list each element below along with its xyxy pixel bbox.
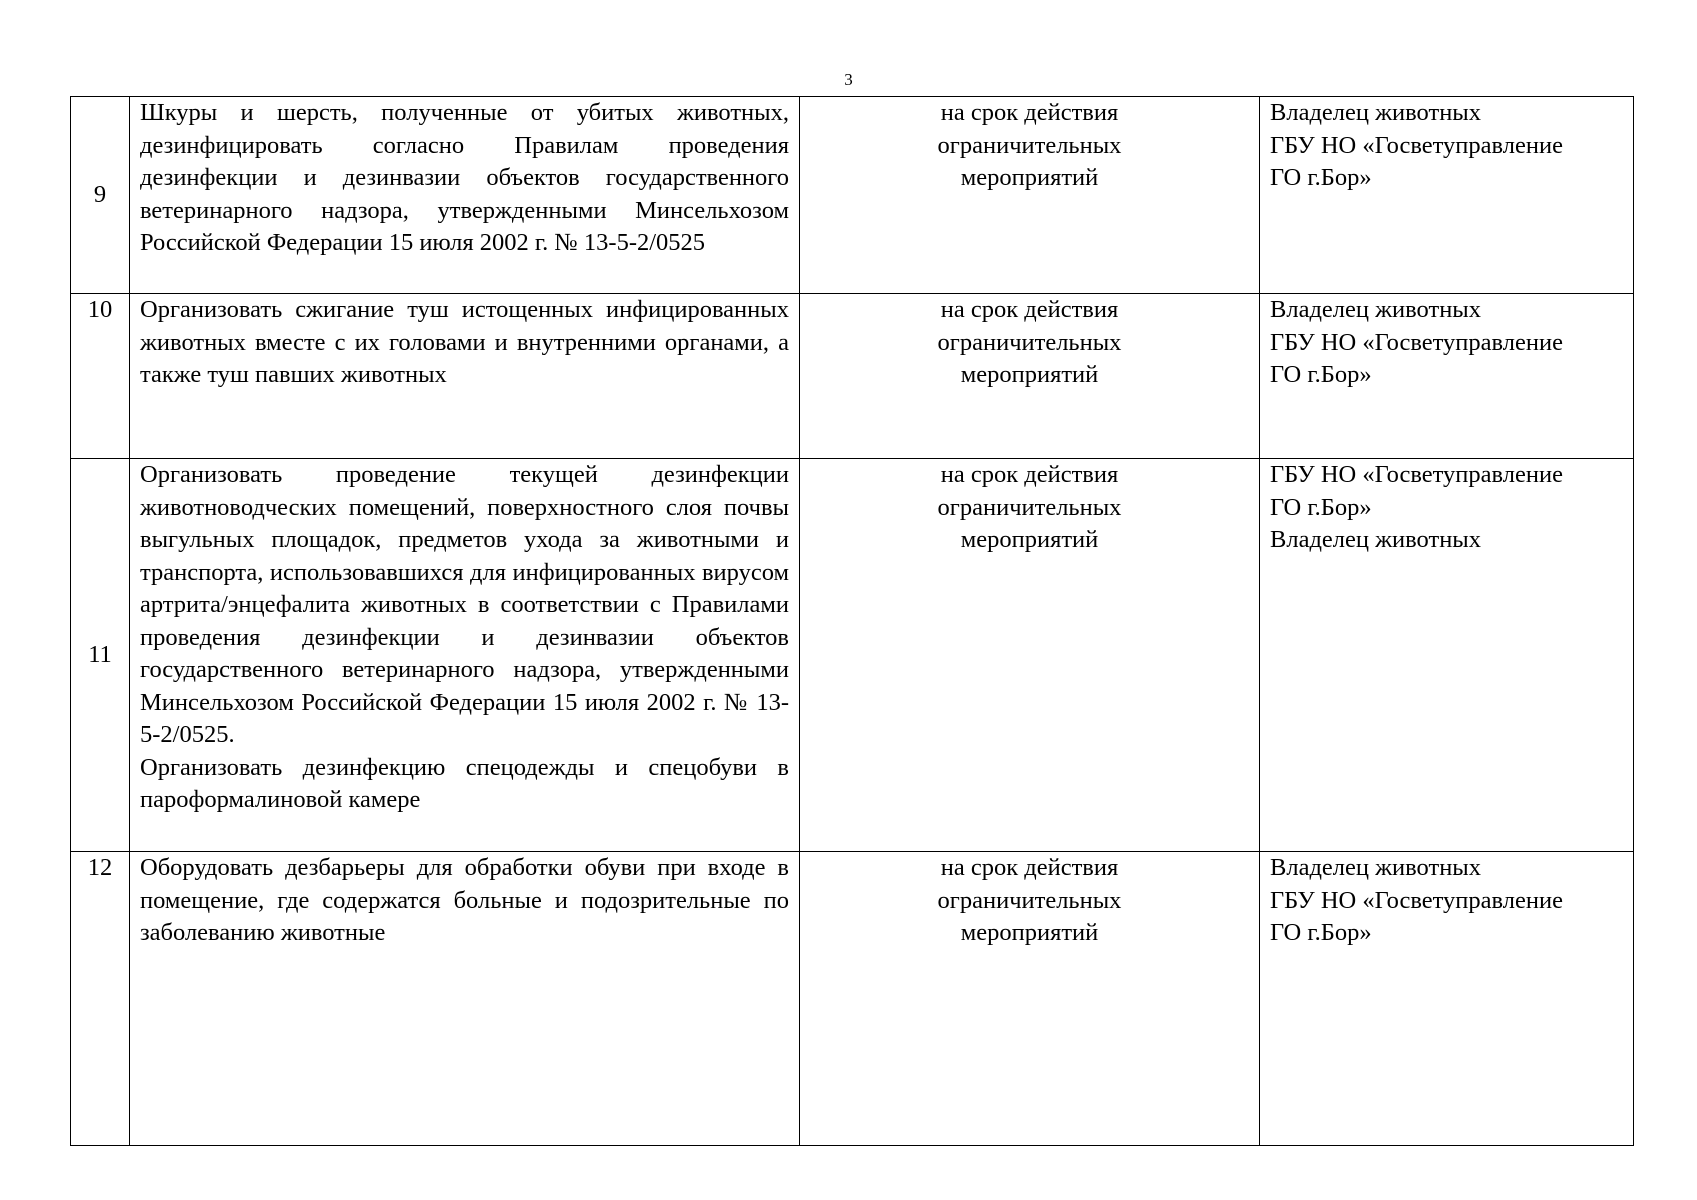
responsible-line: ГО г.Бор» (1270, 361, 1372, 388)
action-cell (130, 459, 800, 852)
term-line: ограничительных (937, 131, 1122, 159)
responsible-line: ГО г.Бор» (1270, 493, 1372, 521)
action-cell (130, 852, 800, 1146)
action-cell (130, 294, 800, 459)
term-line: ограничительных (937, 493, 1122, 521)
term-line: мероприятий (960, 919, 1099, 946)
responsible-cell (1260, 459, 1634, 852)
row-number: 11 (71, 459, 130, 852)
responsible-line: ГБУ НО «Госветуправление (1270, 131, 1563, 159)
responsible-line: Владелец животных (1270, 99, 1482, 126)
action-cell (130, 97, 800, 294)
term-cell (800, 97, 1260, 294)
table-row-9 (71, 97, 1634, 294)
responsible-line: Владелец животных (1270, 296, 1482, 323)
term-line: ограничительных (937, 328, 1122, 356)
row-number: 9 (71, 97, 130, 294)
table-row-12 (71, 852, 1634, 1146)
term-line: на срок действия (940, 854, 1119, 881)
term-line: мероприятий (960, 361, 1099, 388)
table-row-10 (71, 294, 1634, 459)
action-text: Оборудовать дезбарьеры для обработки обуви при входе в помещение, где содержатся больные и подозрительные по заболеванию животные (140, 854, 789, 946)
responsible-line: Владелец животных (1270, 854, 1482, 881)
action-text: Шкуры и шерсть, полученные от убитых животных, дезинфицировать согласно Правилам проведения дезинфекции и дезинвазии объектов государственного ветеринарного надзора, утвержденными Минсельхозом Российской Федерации 15 июля 2002 г. № 13-5-2/0525 (140, 99, 789, 256)
term-line: ограничительных (937, 886, 1122, 914)
responsible-line: ГБУ НО «Госветуправление (1270, 328, 1563, 356)
term-line: на срок действия (940, 461, 1119, 488)
responsible-line: ГБУ НО «Госветуправление (1270, 461, 1563, 488)
term-cell (800, 459, 1260, 852)
table-row-11 (71, 459, 1634, 852)
responsible-line: ГБУ НО «Госветуправление (1270, 886, 1563, 914)
row-number: 10 (71, 294, 130, 459)
term-line: на срок действия (940, 99, 1119, 126)
action-text: Организовать проведение текущей дезинфекции животноводческих помещений, поверхностного слоя почвы выгульных площадок, предметов ухода за животными и транспорта, использовавшихся для инфицированных вирусом артрита/энцефалита животных в соответствии с Правилами проведения дезинфекции и дезинвазии объектов государственного ветеринарного надзора, утвержденными Минсельхозом Российской Федерации 15 июля 2002 г. № 13-5-2/0525. (140, 461, 789, 748)
responsible-cell (1260, 97, 1634, 294)
action-text: Организовать дезинфекцию спецодежды и спецобуви в пароформалиновой камере (140, 753, 789, 813)
term-line: на срок действия (940, 296, 1119, 323)
responsible-line: Владелец животных (1270, 526, 1482, 553)
action-text: Организовать сжигание туш истощенных инфицированных животных вместе с их головами и внутренними органами, а также туш павших животных (140, 296, 789, 388)
measures-table (70, 96, 1634, 1146)
term-cell (800, 294, 1260, 459)
term-cell (800, 852, 1260, 1146)
responsible-cell (1260, 852, 1634, 1146)
responsible-line: ГО г.Бор» (1270, 919, 1372, 946)
term-line: мероприятий (960, 526, 1099, 553)
term-line: мероприятий (960, 164, 1099, 191)
page-number: 3 (844, 70, 853, 89)
responsible-line: ГО г.Бор» (1270, 164, 1372, 191)
row-number: 12 (71, 852, 130, 1146)
responsible-cell (1260, 294, 1634, 459)
